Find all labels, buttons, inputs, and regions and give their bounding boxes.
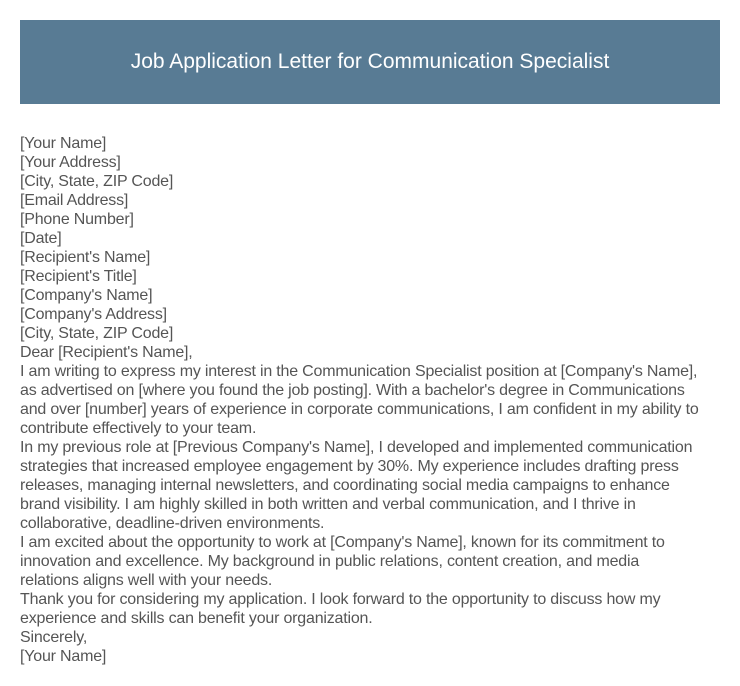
sender-block — [20, 134, 720, 229]
paragraph-line: experience and skills can benefit your organization. — [20, 610, 373, 627]
paragraph-intro — [20, 362, 720, 438]
paragraph-line: strategies that increased employee engagement by 30%. My experience includes drafting press — [20, 458, 679, 475]
paragraph-closing — [20, 590, 720, 628]
header-banner — [20, 20, 720, 104]
recipient-block — [20, 248, 720, 343]
paragraph-line: as advertised on [where you found the job posting]. With a bachelor's degree in Communications — [20, 382, 685, 399]
paragraph-line: brand visibility. I am highly skilled in both written and verbal communication, and I thrive in — [20, 496, 636, 513]
paragraph-line: innovation and excellence. My background in public relations, content creation, and media — [20, 553, 640, 570]
sender-name: [Your Name] — [20, 135, 107, 152]
paragraph-line: relations aligns well with your needs. — [20, 572, 273, 589]
paragraph-line: In my previous role at [Previous Company's Name], I developed and implemented communication — [20, 439, 693, 456]
recipient-name: [Recipient's Name] — [20, 249, 151, 266]
letter-date: [Date] — [20, 230, 62, 247]
paragraph-experience — [20, 438, 720, 533]
paragraph-line: I am writing to express my interest in the Communication Specialist position at [Company's Name], — [20, 363, 698, 380]
salutation: Dear [Recipient's Name], — [20, 344, 193, 361]
sender-address: [Your Address] — [20, 154, 121, 171]
sender-phone: [Phone Number] — [20, 211, 134, 228]
paragraph-line: I am excited about the opportunity to work at [Company's Name], known for its commitment to — [20, 534, 665, 551]
letter-body — [20, 134, 720, 666]
page-title: Job Application Letter for Communication Specialist — [130, 50, 610, 73]
recipient-company: [Company's Name] — [20, 287, 153, 304]
paragraph-motivation — [20, 533, 720, 590]
paragraph-line: and over [number] years of experience in corporate communications, I am confident in my ability to — [20, 401, 699, 418]
paragraph-line: collaborative, deadline-driven environments. — [20, 515, 325, 532]
sender-email: [Email Address] — [20, 192, 129, 209]
paragraph-line: contribute effectively to your team. — [20, 420, 257, 437]
recipient-address: [Company's Address] — [20, 306, 167, 323]
recipient-title: [Recipient's Title] — [20, 268, 137, 285]
paragraph-line: Thank you for considering my application. I look forward to the opportunity to discuss how my — [20, 591, 661, 608]
closing: Sincerely, — [20, 629, 88, 646]
recipient-city-state-zip: [City, State, ZIP Code] — [20, 325, 174, 342]
sender-city-state-zip: [City, State, ZIP Code] — [20, 173, 174, 190]
paragraph-line: releases, managing internal newsletters, and coordinating social media campaigns to enhance — [20, 477, 670, 494]
signature: [Your Name] — [20, 648, 107, 665]
